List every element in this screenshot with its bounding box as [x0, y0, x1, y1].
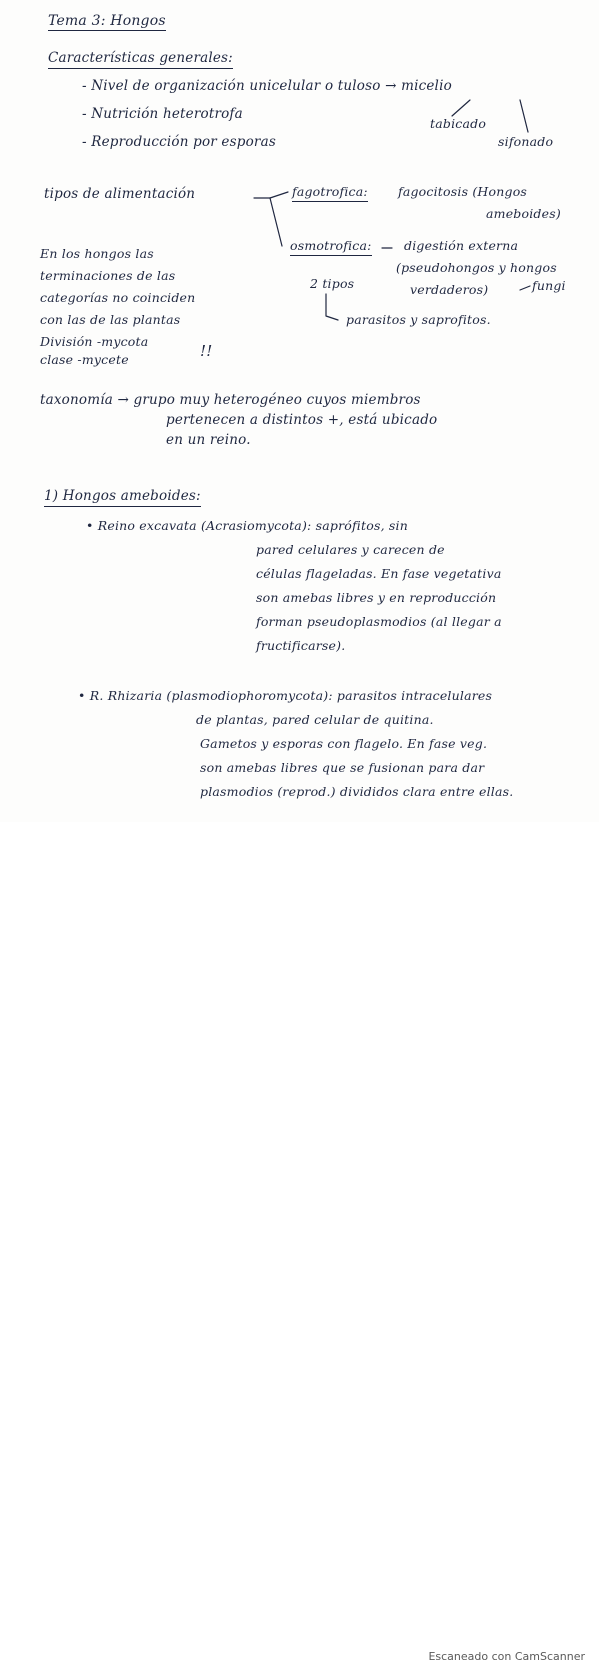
text-dos-tipos: 2 tipos	[310, 276, 355, 291]
excavata-line-1: • Reino excavata (Acrasiomycota): saprófitos, sin	[86, 518, 408, 533]
label-fagotrofica: fagotrofica:	[292, 186, 368, 202]
rhizaria-line-2: de plantas, pared celular de quitina.	[196, 712, 434, 727]
section-heading-hongos-ameboides: 1) Hongos ameboides:	[44, 490, 201, 507]
taxonomia-line-3: en un reino.	[166, 432, 251, 448]
taxonomia-line-1: taxonomía → grupo muy heterogéneo cuyos miembros	[40, 392, 421, 408]
side-note-line-2: terminaciones de las	[40, 268, 176, 283]
branch-to-fagotrofica	[270, 192, 288, 198]
camscanner-watermark: Escaneado con CamScanner	[428, 1650, 585, 1663]
text-digestion-externa: digestión externa	[404, 238, 519, 253]
fungi-arrow	[520, 286, 530, 290]
taxonomia-line-2: pertenecen a distintos +, está ubicado	[166, 412, 438, 428]
label-tabicado: tabicado	[430, 116, 487, 131]
text-verdaderos: verdaderos)	[410, 282, 489, 297]
side-note-line-1: En los hongos las	[40, 246, 154, 261]
text-parasitos-saprofitos: parasitos y saprofitos.	[346, 312, 491, 327]
excavata-line-4: son amebas libres y en reproducción	[256, 590, 497, 605]
text-fagocitosis: fagocitosis (Hongos	[398, 184, 528, 199]
branch-to-osmotrofica	[270, 198, 282, 246]
excavata-line-5: forman pseudoplasmodios (al llegar a	[256, 614, 502, 629]
scan-footer	[0, 822, 599, 1663]
bullet-nutricion: - Nutrición heterotrofa	[82, 106, 243, 122]
text-fungi: fungi	[532, 278, 566, 293]
text-pseudohongos: (pseudohongos y hongos	[396, 260, 557, 275]
branch-to-sifonado	[520, 100, 528, 132]
branch-to-parasitos	[326, 294, 338, 320]
side-note-line-5: División -mycota	[40, 334, 149, 349]
side-note-line-6: clase -mycete	[40, 352, 129, 367]
side-note-line-3: categorías no coinciden	[40, 290, 196, 305]
exclamation-mark: !!	[200, 342, 213, 360]
excavata-line-6: fructificarse).	[256, 638, 346, 653]
rhizaria-line-1: • R. Rhizaria (plasmodiophoromycota): parasitos intracelulares	[78, 688, 493, 703]
bullet-reproduccion: - Reproducción por esporas	[82, 134, 276, 150]
label-osmotrofica: osmotrofica:	[290, 240, 372, 256]
side-note-line-4: con las de las plantas	[40, 312, 181, 327]
rhizaria-line-3: Gametos y esporas con flagelo. En fase veg.	[200, 736, 488, 751]
bullet-organizacion: - Nivel de organización unicelular o tuloso → micelio	[82, 78, 452, 94]
text-ameboides: ameboides)	[486, 206, 561, 221]
label-tipos-alimentacion: tipos de alimentación	[44, 186, 196, 202]
page-title: Tema 3: Hongos	[48, 13, 166, 29]
excavata-line-2: pared celulares y carecen de	[256, 542, 445, 557]
label-sifonado: sifonado	[498, 134, 554, 149]
rhizaria-line-5: plasmodios (reprod.) divididos clara entre ellas.	[200, 784, 514, 799]
rhizaria-line-4: son amebas libres que se fusionan para dar	[200, 760, 485, 775]
section-heading-caracteristicas: Características generales:	[48, 52, 233, 69]
branch-to-tabicado	[452, 100, 470, 116]
excavata-line-3: células flageladas. En fase vegetativa	[256, 566, 502, 581]
